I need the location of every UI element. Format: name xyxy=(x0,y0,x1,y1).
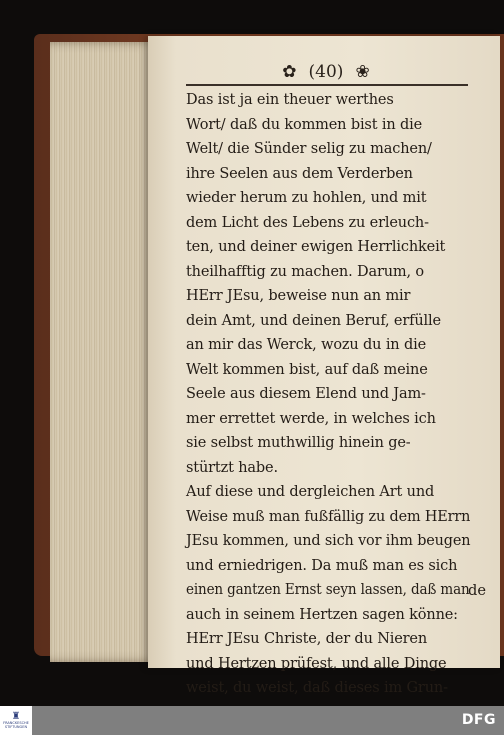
page-edges xyxy=(50,42,156,662)
institution-logo[interactable] xyxy=(0,706,32,735)
page-text xyxy=(186,88,472,701)
text-line: Seele aus diesem Elend und Jam- xyxy=(186,385,426,402)
text-line: JEsu kommen, und sich vor ihm beugen xyxy=(186,532,471,549)
text-line: theilhafftig zu machen. Darum, o xyxy=(186,262,425,280)
text-line: Welt kommen bist, auf daß meine xyxy=(186,360,428,378)
text-line: einen gantzen Ernst seyn lassen, daß man xyxy=(186,581,470,598)
ornament-right-icon: ❀ xyxy=(355,61,370,82)
viewer-footer xyxy=(0,706,504,735)
book-page xyxy=(148,36,500,696)
text-line: mer errettet werde, in welches ich xyxy=(186,409,436,427)
logo-text: FRANCKESCHE STIFTUNGEN xyxy=(3,720,29,729)
text-line: Welt/ die Sünder selig zu machen/ xyxy=(186,140,432,157)
text-line: HErr JEsu Christe, der du Nieren xyxy=(186,630,428,647)
text-line: HErr JEsu, beweise nun an mir xyxy=(186,287,411,304)
text-line: Das ist ja ein theuer werthes xyxy=(186,91,394,108)
text-line: Weise muß man fußfällig zu dem HErrn xyxy=(186,507,471,525)
text-line: Wort/ daß du kommen bist in die xyxy=(186,115,423,133)
text-line: sie selbst muthwillig hinein ge- xyxy=(186,434,411,451)
text-line: stürtzt habe. xyxy=(186,458,278,476)
catchword: de xyxy=(468,582,486,599)
eagle-crest-icon: ♜ xyxy=(11,710,21,722)
dfg-logo[interactable]: DFG xyxy=(461,712,496,728)
text-line: dein Amt, und deinen Beruf, erfülle xyxy=(186,311,441,329)
page-number: (40) xyxy=(308,62,344,82)
page-header xyxy=(266,62,386,82)
text-line: ihre Seelen aus dem Verderben xyxy=(186,164,413,182)
text-line: auch in seinem Hertzen sagen könne: xyxy=(186,605,458,623)
text-line: wieder herum zu hohlen, und mit xyxy=(186,189,427,206)
text-line: weist, du weist, daß dieses im Grun- xyxy=(186,679,448,696)
text-line: an mir das Werck, wozu du in die xyxy=(186,336,426,353)
ornament-left-icon: ✿ xyxy=(282,61,297,82)
text-line: und Hertzen prüfest, und alle Dinge xyxy=(186,654,447,672)
text-line: und erniedrigen. Da muß man es sich xyxy=(186,556,458,574)
header-rule xyxy=(186,84,468,86)
text-line: Auf diese und dergleichen Art und xyxy=(186,483,435,500)
text-line: dem Licht des Lebens zu erleuch- xyxy=(186,213,429,231)
text-line: ten, und deiner ewigen Herrlichkeit xyxy=(186,238,446,255)
